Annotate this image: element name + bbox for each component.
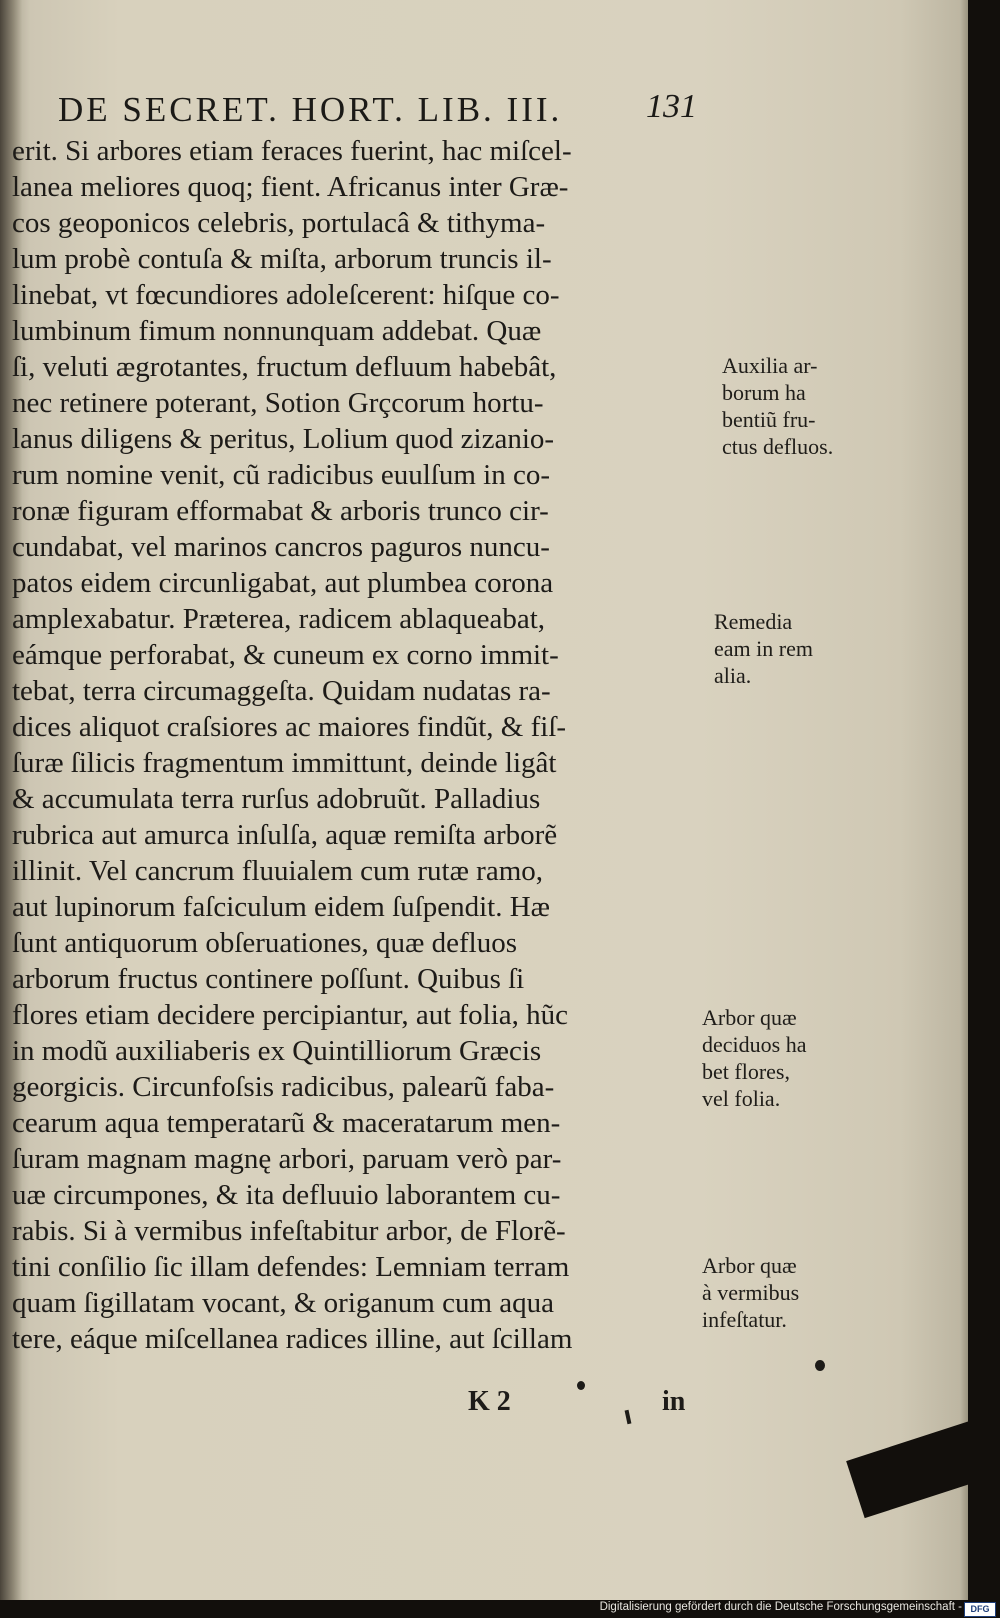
text-line: erit. Si arbores etiam feraces fuerint, hac miſcel- (12, 135, 572, 167)
text-line: flores etiam decidere percipiantur, aut folia, hũc (12, 999, 569, 1031)
text-line: arborum fructus continere poſſunt. Quibus ſi (12, 963, 525, 995)
catchword: in (662, 1386, 686, 1417)
margin-note-line: ctus defluos. (722, 434, 834, 459)
text-line: ſi, veluti ægrotantes, fructum defluum habebât, (12, 351, 557, 383)
margin-note-remedia (714, 608, 813, 689)
margin-note-line: eam in rem (714, 636, 813, 661)
text-line: uæ circumpones, & ita defluuio laborantem cu- (12, 1179, 561, 1211)
text-line: rabis. Si à vermibus infeſtabitur arbor, de Florẽ- (12, 1215, 566, 1247)
margin-note-line: deciduos ha (702, 1032, 807, 1057)
text-line: eámque perforabat, & cuneum ex corno immit- (12, 639, 559, 671)
margin-note-arbor-vermibus (702, 1252, 799, 1333)
text-line: lanea meliores quoq; fient. Africanus inter Græ- (12, 171, 569, 203)
margin-note-line: Arbor quæ (702, 1005, 797, 1030)
footer-bar (0, 1600, 1000, 1618)
page-number: 131 (646, 88, 697, 125)
funding-credit: Digitalisierung gefördert durch die Deutsche Forschungsgemeinschaft - (599, 1601, 962, 1613)
damaged-page-corner (846, 1418, 968, 1518)
text-line: ſuræ ſilicis fragmentum immittunt, deinde ligât (12, 747, 557, 779)
margin-note-line: bet flores, (702, 1059, 790, 1084)
margin-note-line: vel folia. (702, 1086, 781, 1111)
text-line: tere, eáque miſcellanea radices illine, aut ſcillam (12, 1323, 573, 1355)
margin-note-line: infeſtatur. (702, 1307, 787, 1332)
margin-note-arbor-deciduos (702, 1004, 806, 1112)
text-line: & accumulata terra rurſus adobruũt. Palladius (12, 783, 541, 815)
text-line: rubrica aut amurca inſulſa, aquæ remiſta arborẽ (12, 819, 558, 851)
text-line: georgicis. Circunfoſsis radicibus, palearũ faba- (12, 1071, 555, 1103)
running-head-title: DE SECRET. HORT. LIB. III. (58, 90, 563, 129)
margin-note-auxilia (722, 352, 833, 460)
text-line: lanus diligens & peritus, Lolium quod zizanio- (12, 423, 555, 455)
margin-note-line: alia. (714, 663, 752, 688)
text-line: quam ſigillatam vocant, & origanum cum aqua (12, 1287, 554, 1319)
text-line: tini conſilio ſic illam defendes: Lemniam terram (12, 1251, 570, 1283)
text-line: ſunt antiquorum obſeruationes, quæ defluos (12, 927, 518, 959)
text-line: nec retinere poterant, Sotion Grçcorum hortu- (12, 387, 544, 419)
text-line: dices aliquot craſsiores ac maiores findũt, & fiſ- (12, 711, 567, 743)
text-line: in modũ auxiliaberis ex Quintilliorum Græcis (12, 1035, 542, 1067)
text-line: tebat, terra circumaggeſta. Quidam nudatas ra- (12, 675, 551, 707)
margin-note-line: à vermibus (702, 1280, 800, 1305)
ink-spot (815, 1360, 825, 1371)
running-head (58, 90, 698, 134)
text-line: rum nomine venit, cũ radicibus euulſum in co- (12, 459, 550, 491)
ink-stroke (625, 1410, 632, 1425)
text-line: lum probè contuſa & miſta, arborum truncis il- (12, 243, 552, 275)
margin-note-line: Auxilia ar- (722, 353, 818, 378)
text-line: cos geoponicos celebris, portulacâ & tithyma- (12, 207, 546, 239)
text-line: linebat, vt fœcundiores adoleſcerent: hiſque co- (12, 279, 560, 311)
dfg-logo: DFG (964, 1602, 996, 1617)
margin-note-line: borum ha (722, 380, 806, 405)
text-line: ſuram magnam magnę arbori, paruam verò par- (12, 1143, 562, 1175)
text-line: ronæ figuram efformabat & arboris trunco cir- (12, 495, 549, 527)
text-line: lumbinum fimum nonnunquam addebat. Quæ (12, 315, 542, 347)
text-line: aut lupinorum faſciculum eidem ſuſpendit. Hæ (12, 891, 551, 923)
signature-mark: K 2 (468, 1386, 511, 1417)
ink-spot (577, 1381, 585, 1390)
text-line: illinit. Vel cancrum fluuialem cum rutæ ramo, (12, 855, 544, 887)
margin-note-line: bentiũ fru- (722, 407, 816, 432)
text-line: patos eidem circunligabat, aut plumbea corona (12, 567, 554, 599)
text-line: amplexabatur. Præterea, radicem ablaqueabat, (12, 603, 546, 635)
text-line: cundabat, vel marinos cancros paguros nuncu- (12, 531, 550, 563)
margin-note-line: Remedia (714, 609, 793, 634)
margin-note-line: Arbor quæ (702, 1253, 797, 1278)
text-line: cearum aqua temperatarũ & maceratarum men- (12, 1107, 561, 1139)
